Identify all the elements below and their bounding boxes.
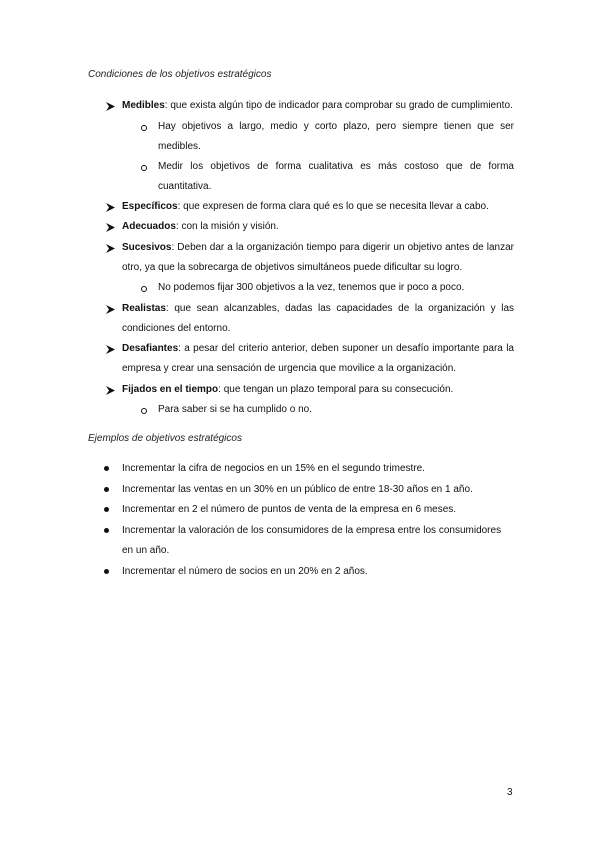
dot-bullet-icon — [104, 569, 109, 574]
item-text: : que exista algún tipo de indicador para comprobar su grado de cumplimiento. — [164, 100, 513, 111]
dot-bullet-icon — [104, 528, 109, 533]
sub-list-item: Medir los objetivos de forma cualitativa es más costoso que de forma cuantitativa. — [158, 161, 514, 192]
list-item: Incrementar la cifra de negocios en un 15% en el segundo trimestre. — [122, 463, 425, 474]
arrow-bullet-icon — [106, 203, 115, 212]
item-text: : que sean alcanzables, dadas las capacidades de la organización y las condiciones del entorno. — [122, 303, 514, 334]
circle-bullet-icon — [141, 286, 147, 292]
circle-bullet-icon — [141, 165, 147, 171]
sub-list-item: Para saber si se ha cumplido o no. — [158, 404, 312, 415]
circle-bullet-icon — [141, 125, 147, 131]
circle-bullet-icon — [141, 408, 147, 414]
list-item: Incrementar las ventas en un 30% en un público de entre 18-30 años en 1 año. — [122, 484, 473, 495]
dot-bullet-icon — [104, 507, 109, 512]
section-heading: Ejemplos de objetivos estratégicos — [88, 433, 242, 444]
arrow-bullet-icon — [106, 244, 115, 253]
list-item: Incrementar el número de socios en un 20% en 2 años. — [122, 566, 368, 577]
dot-bullet-icon — [104, 487, 109, 492]
item-text: : que expresen de forma clara qué es lo que se necesita llevar a cabo. — [177, 201, 489, 212]
arrow-bullet-icon — [106, 102, 115, 111]
item-term: Específicos — [122, 201, 178, 212]
list-item: Incrementar en 2 el número de puntos de venta de la empresa en 6 meses. — [122, 504, 457, 515]
item-term: Sucesivos — [122, 242, 172, 253]
dot-bullet-icon — [104, 466, 109, 471]
list-item — [122, 96, 514, 116]
list-item — [122, 339, 514, 379]
item-text: : Deben dar a la organización tiempo para digerir un objetivo antes de lanzar otro, ya que la sobrecarga de objetivos simultáneos puede dificultar su logro. — [122, 242, 514, 273]
item-term: Fijados en el tiempo — [122, 384, 219, 395]
list-item — [122, 238, 514, 278]
item-text: : con la misión y visión. — [175, 221, 279, 232]
page-number: 3 — [507, 787, 513, 798]
list-item — [122, 217, 514, 237]
item-term: Realistas — [122, 303, 166, 314]
list-item — [122, 380, 514, 400]
item-term: Medibles — [122, 100, 165, 111]
sub-list-item: Hay objetivos a largo, medio y corto plazo, pero siempre tienen que ser medibles. — [158, 121, 514, 152]
item-term: Desafiantes — [122, 343, 179, 354]
arrow-bullet-icon — [106, 305, 115, 314]
item-term: Adecuados — [122, 221, 176, 232]
item-text: : que tengan un plazo temporal para su consecución. — [218, 384, 454, 395]
arrow-bullet-icon — [106, 386, 115, 395]
list-item — [122, 299, 514, 339]
section-heading: Condiciones de los objetivos estratégicos — [88, 69, 272, 80]
sub-list-item: No podemos fijar 300 objetivos a la vez, tenemos que ir poco a poco. — [158, 282, 465, 293]
list-item: Incrementar la valoración de los consumidores de la empresa entre los consumidores en un año. — [122, 525, 502, 556]
arrow-bullet-icon — [106, 345, 115, 354]
arrow-bullet-icon — [106, 223, 115, 232]
item-text: : a pesar del criterio anterior, deben suponer un desafío importante para la empresa y crear una sensación de urgencia que movilice a la organización. — [122, 343, 514, 374]
list-item — [122, 197, 514, 217]
